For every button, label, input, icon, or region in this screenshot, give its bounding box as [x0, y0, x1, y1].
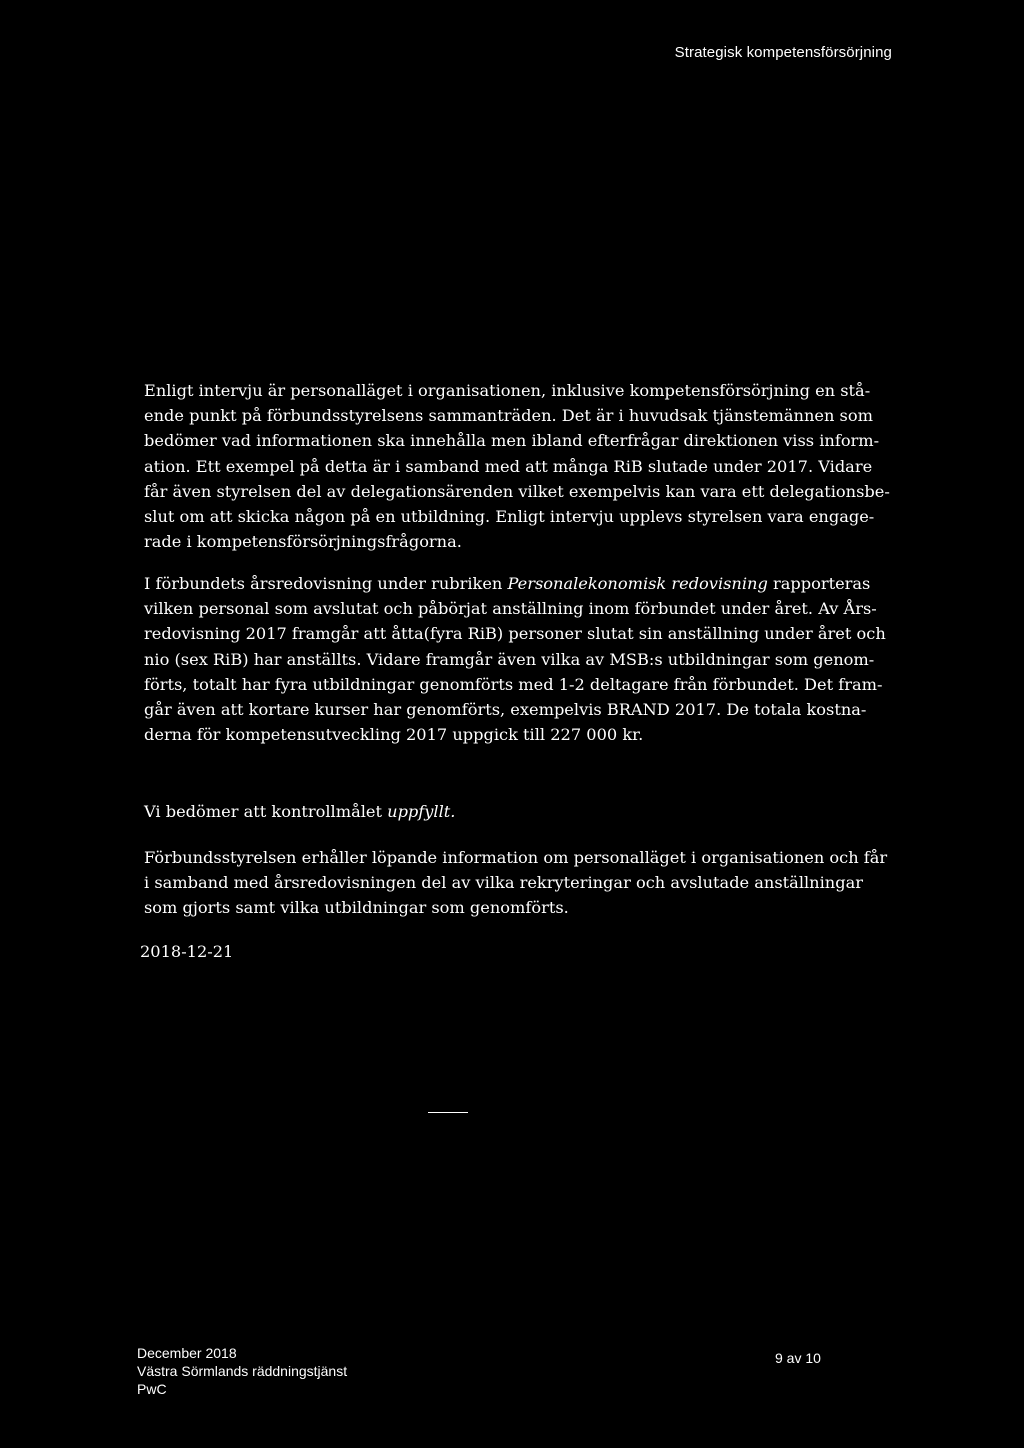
- text-line: redovisning 2017 framgår att åtta(fyra RiB) personer slutat sin anställning under året och: [144, 624, 886, 644]
- text-line: i samband med årsredovisningen del av vilka rekryteringar och avslutade anställningar: [144, 873, 863, 893]
- page-footer: [137, 1344, 347, 1398]
- text-segment: Vi bedömer att kontrollmålet: [144, 802, 388, 821]
- paragraph-board-information: [144, 378, 900, 554]
- text-line: [144, 799, 900, 824]
- text-line: som gjorts samt vilka utbildningar som genomförts.: [144, 898, 569, 918]
- text-line: derna för kompetensutveckling 2017 uppgick till 227 000 kr.: [144, 725, 644, 745]
- footer-company: PwC: [137, 1381, 167, 1397]
- assessment-statement: [144, 799, 900, 824]
- text-line: Förbundsstyrelsen erhåller löpande information om personalläget i organisationen och får: [144, 848, 888, 867]
- document-date: 2018-12-21: [140, 942, 234, 961]
- paragraph-annual-report: [144, 571, 900, 747]
- divider-line: [428, 1112, 468, 1113]
- page-number: 9 av 10: [775, 1350, 821, 1366]
- rubric-title: Personalekonomisk redovisning: [507, 574, 768, 593]
- footer-month: December 2018: [137, 1345, 237, 1361]
- text-line: rade i kompetensförsörjningsfrågorna.: [144, 532, 462, 552]
- running-header: Strategisk kompetensförsörjning: [674, 44, 892, 61]
- text-line: ation. Ett exempel på detta är i samband med att många RiB slutade under 2017. Vidare: [144, 456, 873, 476]
- text-line: ende punkt på förbundsstyrelsens sammanträden. Det är i huvudsak tjänstemännen som: [144, 406, 873, 426]
- assessment-verdict: uppfyllt.: [387, 802, 456, 821]
- text-line: vilken personal som avslutat och påbörjat anställning inom förbundet under året. Av Års-: [144, 599, 877, 619]
- paragraph-conclusion: [144, 845, 900, 921]
- text-line: [144, 571, 900, 596]
- text-line: bedömer vad informationen ska innehålla men ibland efterfrågar direktionen viss inform-: [144, 431, 880, 451]
- text-line: slut om att skicka någon på en utbildning. Enligt intervju upplevs styrelsen vara engage-: [144, 507, 875, 527]
- text-line: får även styrelsen del av delegationsärenden vilket exempelvis kan vara ett delegationsbe-: [144, 481, 890, 501]
- text-line: går även att kortare kurser har genomförts, exempelvis BRAND 2017. De totala kostna-: [144, 700, 867, 720]
- text-line: nio (sex RiB) har anställts. Vidare framgår även vilka av MSB:s utbildningar som genom-: [144, 649, 875, 669]
- text-segment: I förbundets årsredovisning under rubriken: [144, 574, 508, 593]
- text-segment: rapporteras: [767, 574, 871, 593]
- text-line: Enligt intervju är personalläget i organisationen, inklusive kompetensförsörjning en stå-: [144, 381, 871, 400]
- text-line: förts, totalt har fyra utbildningar genomförts med 1-2 deltagare från förbundet. Det fram-: [144, 674, 883, 694]
- footer-organization: Västra Sörmlands räddningstjänst: [137, 1363, 348, 1379]
